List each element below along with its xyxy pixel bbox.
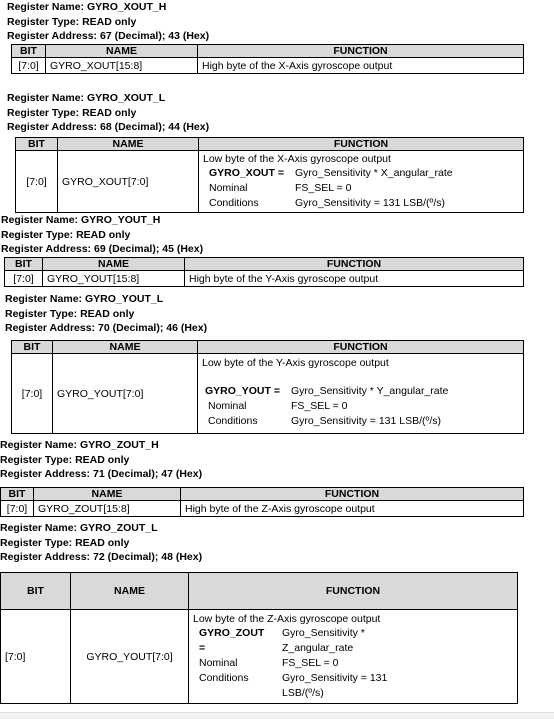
- function-description: Low byte of the Z-Axis gyroscope output: [193, 613, 381, 625]
- register-name-line: [0, 521, 202, 536]
- name-column-header: NAME: [71, 573, 189, 610]
- formula-block: [202, 384, 519, 429]
- formula-lhs: GYRO_YOUT =: [205, 385, 280, 397]
- table-header-row: [1, 573, 518, 610]
- table-row: [1, 501, 524, 517]
- name-column-header: NAME: [53, 341, 198, 354]
- register-type-value: READ only: [82, 15, 137, 28]
- conditions-label: Conditions: [208, 415, 258, 427]
- register-address-label: Register Address:: [0, 551, 93, 563]
- bit-column-header: BIT: [12, 341, 53, 354]
- nominal-label: Nominal: [199, 657, 238, 669]
- name-column-header: NAME: [34, 488, 181, 501]
- register-name-label: Register Name:: [5, 293, 85, 305]
- register-address-line: [7, 120, 209, 135]
- register-type-value: READ only: [75, 536, 130, 549]
- sensitivity-value: Gyro_Sensitivity = 131: [282, 672, 388, 684]
- name-column-header: NAME: [46, 45, 198, 58]
- function-column-header: FUNCTION: [198, 45, 524, 58]
- bit-cell: [7:0]: [12, 58, 46, 74]
- bit-column-header: BIT: [16, 138, 58, 151]
- register-address-value: 68 (Decimal); 44 (Hex): [99, 121, 210, 133]
- table-header-row: [1, 488, 524, 501]
- name-cell: GYRO_YOUT[15:8]: [43, 271, 185, 287]
- register-name-line: [7, 0, 209, 15]
- register-address-line: [0, 467, 202, 482]
- register-table-gyro-yout-h: [4, 257, 524, 287]
- register-table-gyro-zout-l: [0, 572, 518, 704]
- sensitivity-value: Gyro_Sensitivity = 131 LSB/(º/s): [291, 415, 442, 427]
- register-address-label: Register Address:: [5, 322, 98, 334]
- register-address-label: Register Address:: [7, 30, 100, 42]
- formula-lhs-equals: =: [199, 642, 206, 654]
- table-row: [5, 271, 524, 287]
- register-type-line: [0, 536, 202, 551]
- register-name-label: Register Name:: [1, 214, 81, 226]
- sensitivity-unit: LSB/(º/s): [282, 687, 324, 699]
- sensitivity-value: Gyro_Sensitivity = 131 LSB/(º/s): [295, 197, 446, 209]
- register-header-gyro-xout-l: [7, 91, 209, 135]
- register-name-line: [7, 91, 209, 106]
- register-address-label: Register Address:: [1, 243, 94, 255]
- function-cell: High byte of the Z-Axis gyroscope output: [181, 501, 524, 517]
- fs-sel-value: FS_SEL = 0: [291, 400, 348, 412]
- function-description: Low byte of the Y-Axis gyroscope output: [202, 357, 389, 369]
- function-column-header: FUNCTION: [198, 341, 524, 354]
- register-name-line: [5, 292, 207, 307]
- bit-column-header: BIT: [1, 573, 71, 610]
- function-cell: [189, 610, 518, 704]
- bit-cell: [7:0]: [1, 501, 34, 517]
- register-address-label: Register Address:: [0, 468, 93, 480]
- register-address-line: [7, 29, 209, 44]
- conditions-label: Conditions: [199, 672, 249, 684]
- register-type-line: [7, 106, 209, 121]
- table-header-row: [5, 258, 524, 271]
- register-address-value: 70 (Decimal); 46 (Hex): [97, 322, 208, 334]
- table-row: [1, 610, 518, 704]
- register-address-value: 72 (Decimal); 48 (Hex): [92, 551, 203, 563]
- name-column-header: NAME: [43, 258, 185, 271]
- formula-lhs: GYRO_XOUT =: [209, 167, 284, 179]
- register-address-value: 67 (Decimal); 43 (Hex): [99, 30, 210, 42]
- conditions-label: Conditions: [209, 197, 259, 209]
- fs-sel-value: FS_SEL = 0: [282, 657, 339, 669]
- function-column-header: FUNCTION: [185, 258, 524, 271]
- register-header-gyro-zout-h: [0, 438, 202, 482]
- register-type-line: [5, 307, 207, 322]
- formula-rhs: Gyro_Sensitivity *: [282, 627, 365, 639]
- function-column-header: FUNCTION: [189, 573, 518, 610]
- register-type-label: Register Type:: [0, 453, 76, 466]
- spacer: [199, 686, 282, 701]
- function-column-header: FUNCTION: [199, 138, 524, 151]
- register-name-line: [1, 213, 203, 228]
- register-name-label: Register Name:: [7, 1, 87, 13]
- table-row: [12, 354, 524, 434]
- register-type-line: [0, 453, 202, 468]
- register-table-gyro-yout-l: [11, 340, 524, 434]
- fs-sel-value: FS_SEL = 0: [295, 182, 352, 194]
- nominal-label: Nominal: [209, 182, 248, 194]
- function-column-header: FUNCTION: [181, 488, 524, 501]
- register-address-line: [0, 550, 202, 565]
- bit-cell: [7:0]: [1, 610, 71, 704]
- register-name-value: GYRO_YOUT_L: [84, 293, 164, 305]
- register-table-gyro-zout-h: [0, 487, 524, 517]
- register-name-line: [0, 438, 202, 453]
- register-type-label: Register Type:: [5, 307, 81, 320]
- name-cell: GYRO_XOUT[7:0]: [58, 151, 199, 213]
- register-table-gyro-xout-h: [11, 44, 524, 74]
- register-type-value: READ only: [76, 228, 131, 241]
- function-description: Low byte of the X-Axis gyroscope output: [203, 153, 391, 165]
- formula-rhs: Gyro_Sensitivity * X_angular_rate: [295, 167, 453, 179]
- table-header-row: [12, 45, 524, 58]
- bit-cell: [7:0]: [5, 271, 43, 287]
- table-header-row: [12, 341, 524, 354]
- register-header-gyro-zout-l: [0, 521, 202, 565]
- bit-cell: [7:0]: [16, 151, 58, 213]
- register-name-value: GYRO_XOUT_H: [86, 1, 167, 13]
- name-cell: GYRO_ZOUT[15:8]: [34, 501, 181, 517]
- bit-column-header: BIT: [12, 45, 46, 58]
- name-cell: GYRO_YOUT[7:0]: [71, 610, 189, 704]
- register-type-line: [1, 228, 203, 243]
- register-name-value: GYRO_ZOUT_H: [79, 439, 159, 451]
- function-cell: High byte of the Y-Axis gyroscope output: [185, 271, 524, 287]
- register-name-label: Register Name:: [0, 522, 80, 534]
- register-header-gyro-yout-l: [5, 292, 207, 336]
- register-type-line: [7, 15, 209, 30]
- name-column-header: NAME: [58, 138, 199, 151]
- nominal-label: Nominal: [208, 400, 247, 412]
- register-type-label: Register Type:: [7, 15, 83, 28]
- register-name-value: GYRO_XOUT_L: [86, 92, 166, 104]
- function-cell: [199, 151, 524, 213]
- register-name-value: GYRO_YOUT_H: [80, 214, 161, 226]
- register-type-label: Register Type:: [1, 228, 77, 241]
- register-type-value: READ only: [82, 106, 137, 119]
- table-header-row: [16, 138, 524, 151]
- register-name-value: GYRO_ZOUT_L: [79, 522, 158, 534]
- formula-lhs: GYRO_ZOUT: [199, 627, 265, 639]
- register-type-label: Register Type:: [7, 106, 83, 119]
- function-cell: [198, 354, 524, 434]
- formula-rhs: Gyro_Sensitivity * Y_angular_rate: [291, 385, 449, 397]
- table-row: [12, 58, 524, 74]
- register-address-value: 71 (Decimal); 47 (Hex): [92, 468, 203, 480]
- register-address-label: Register Address:: [7, 121, 100, 133]
- register-address-value: 69 (Decimal); 45 (Hex): [93, 243, 204, 255]
- register-type-label: Register Type:: [0, 536, 76, 549]
- name-cell: GYRO_XOUT[15:8]: [46, 58, 198, 74]
- register-address-line: [1, 242, 203, 257]
- bit-column-header: BIT: [1, 488, 34, 501]
- register-type-value: READ only: [75, 453, 130, 466]
- formula-block: [193, 626, 513, 701]
- register-name-label: Register Name:: [0, 439, 80, 451]
- register-type-value: READ only: [80, 307, 135, 320]
- table-row: [16, 151, 524, 213]
- formula-block: [203, 166, 519, 211]
- name-cell: GYRO_YOUT[7:0]: [53, 354, 198, 434]
- register-header-gyro-xout-h: [7, 0, 209, 44]
- register-name-label: Register Name:: [7, 92, 87, 104]
- register-header-gyro-yout-h: [1, 213, 203, 257]
- bit-cell: [7:0]: [12, 354, 53, 434]
- register-address-line: [5, 321, 207, 336]
- bit-column-header: BIT: [5, 258, 43, 271]
- register-table-gyro-xout-l: [15, 137, 524, 213]
- formula-rhs-continued: Z_angular_rate: [282, 642, 354, 654]
- function-cell: High byte of the X-Axis gyroscope output: [198, 58, 524, 74]
